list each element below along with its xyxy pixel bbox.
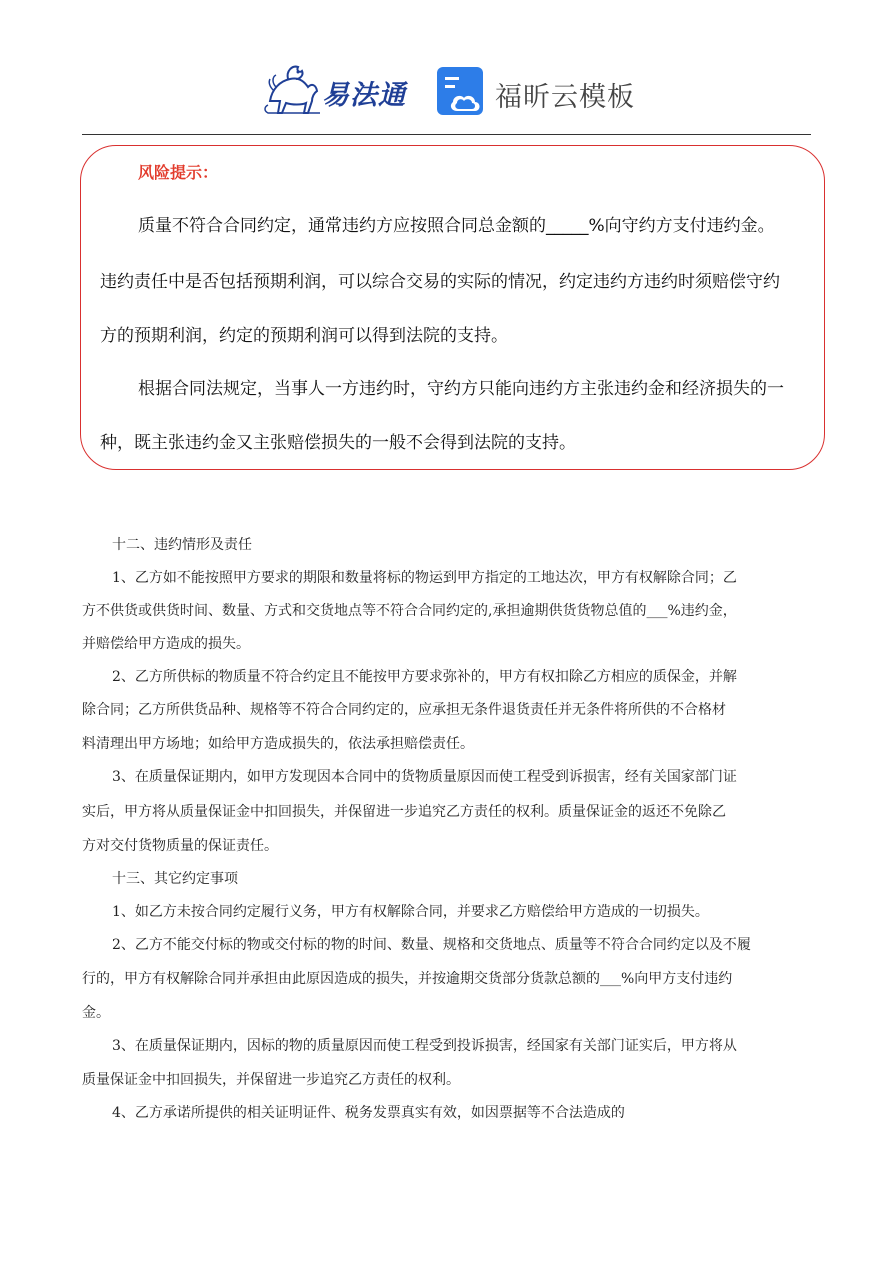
cloud-document-icon (435, 65, 487, 117)
qilin-logo-icon (262, 61, 324, 117)
clause-line: 金。 (82, 1005, 110, 1021)
clause-line: 1、乙方如不能按照甲方要求的期限和数量将标的物运到甲方指定的工地达次，甲方有权解除合同；乙 (112, 570, 737, 586)
risk-notice-line: 质量不符合合同约定，通常违约方应按照合同总金额的_____%向守约方支付违约金。 (138, 216, 775, 236)
clause-line: 行的，甲方有权解除合同并承担由此原因造成的损失，并按逾期交货部分货款总额的___%向甲方支付违约 (82, 971, 733, 987)
clause-line: 实后，甲方将从质量保证金中扣回损失，并保留进一步追究乙方责任的权利。质量保证金的返还不免除乙 (82, 804, 726, 820)
clause-line: 质量保证金中扣回损失，并保留进一步追究乙方责任的权利。 (82, 1072, 460, 1088)
header-divider (82, 134, 811, 135)
clause-line: 并赔偿给甲方造成的损失。 (82, 636, 250, 652)
risk-notice-title: 风险提示： (138, 163, 219, 182)
risk-notice-line: 违约责任中是否包括预期利润，可以综合交易的实际的情况，约定违约方违约时须赔偿守约 (100, 272, 780, 292)
clause-line: 方不供货或供货时间、数量、方式和交货地点等不符合合同约定的,承担逾期供货货物总值的___%违约金， (82, 603, 737, 619)
page-header (0, 55, 893, 125)
clause-line: 3、在质量保证期内，因标的物的质量原因而使工程受到投诉损害，经国家有关部门证实后，甲方将从 (112, 1038, 737, 1054)
clause-line: 2、乙方所供标的物质量不符合约定且不能按甲方要求弥补的，甲方有权扣除乙方相应的质保金，并解 (112, 669, 737, 685)
risk-notice-line: 方的预期利润，约定的预期利润可以得到法院的支持。 (100, 326, 508, 346)
clause-line: 料清理出甲方场地；如给甲方造成损失的，依法承担赔偿责任。 (82, 736, 474, 752)
clause-line: 除合同；乙方所供货品种、规格等不符合合同约定的，应承担无条件退货责任并无条件将所供的不合格材 (82, 702, 726, 718)
yifatong-logo-text: 易法通 (322, 80, 406, 111)
clause-line: 4、乙方承诺所提供的相关证明证件、税务发票真实有效，如因票据等不合法造成的 (112, 1105, 625, 1121)
clause-line: 方对交付货物质量的保证责任。 (82, 838, 278, 854)
foxit-template-logo-text: 福昕云模板 (495, 82, 635, 113)
clause-line: 2、乙方不能交付标的物或交付标的物的时间、数量、规格和交货地点、质量等不符合合同约定以及不履 (112, 937, 751, 953)
section-heading: 十二、违约情形及责任 (112, 537, 252, 553)
section-heading: 十三、其它约定事项 (112, 871, 238, 887)
yifatong-logo (262, 61, 412, 117)
clause-line: 3、在质量保证期内，如甲方发现因本合同中的货物质量原因而使工程受到诉损害，经有关国家部门证 (112, 769, 737, 785)
risk-notice-line: 种，既主张违约金又主张赔偿损失的一般不会得到法院的支持。 (100, 433, 576, 453)
clause-line: 1、如乙方未按合同约定履行义务，甲方有权解除合同，并要求乙方赔偿给甲方造成的一切损失。 (112, 904, 709, 920)
foxit-template-logo (435, 65, 645, 119)
risk-notice-line: 根据合同法规定，当事人一方违约时，守约方只能向违约方主张违约金和经济损失的一 (138, 379, 784, 399)
risk-notice-box (80, 145, 825, 470)
